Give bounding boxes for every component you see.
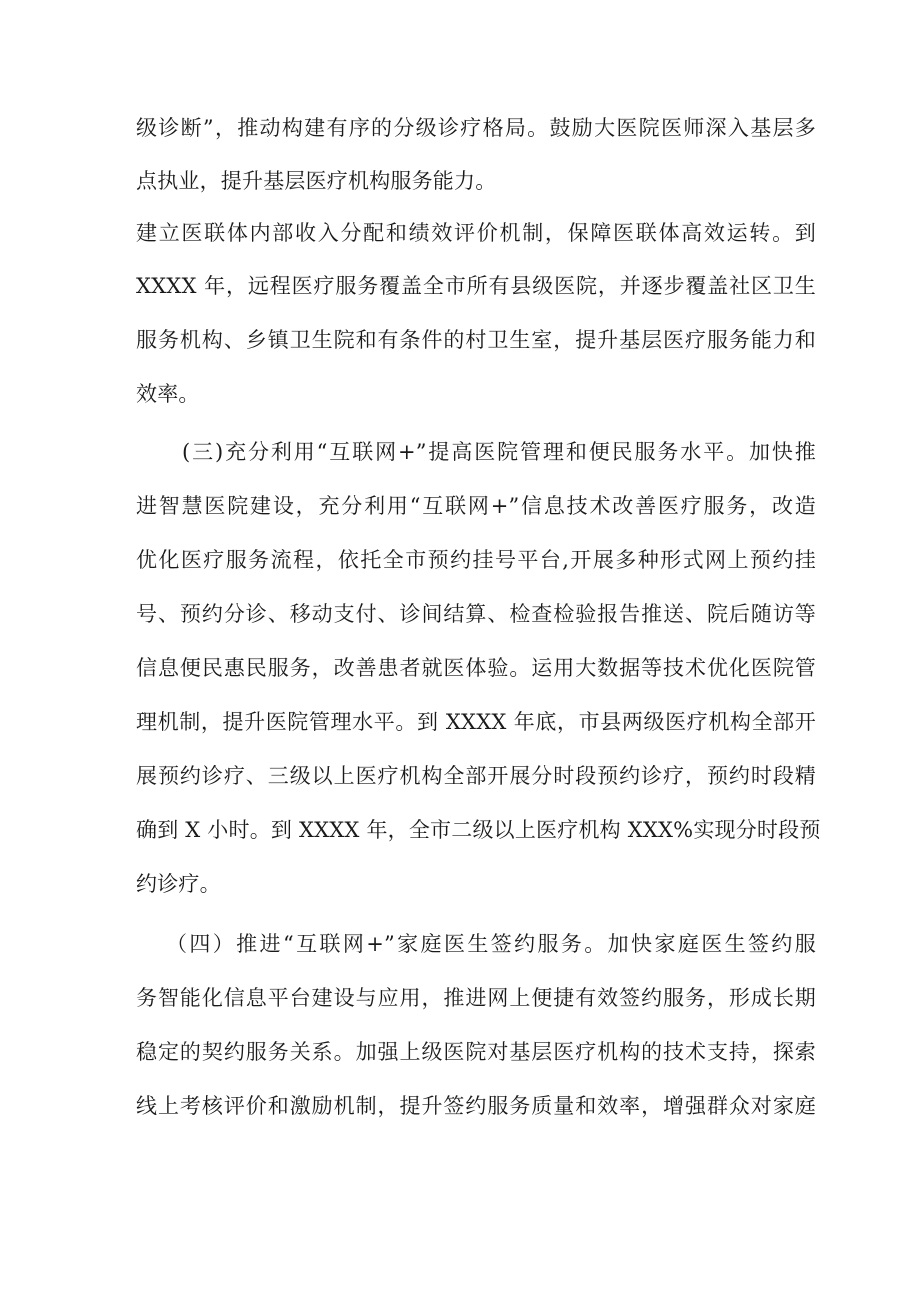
text-line: 服务机构、乡镇卫生院和有条件的村卫生室，提升基层医疗服务能力和 <box>136 328 816 352</box>
text-line: 级诊断”，推动构建有序的分级诊疗格局。鼓励大医院医师深入基层多 <box>136 116 816 140</box>
text-line: 进智慧医院建设，充分利用“互联网+”信息技术改善医疗服务，改造 <box>136 494 816 518</box>
text-line: 号、预约分诊、移动支付、诊间结算、检查检验报告推送、院后随访等 <box>136 602 816 626</box>
text-line: 信息便民惠民服务，改善患者就医体验。运用大数据等技术优化医院管 <box>136 656 816 680</box>
text-line: 约诊疗。 <box>136 872 221 896</box>
text-line: 建立医联体内部收入分配和绩效评价机制，保障医联体高效运转。到 <box>136 221 816 245</box>
text-line: 优化医疗服务流程，依托全市预约挂号平台,开展多种形式网上预约挂 <box>136 548 816 572</box>
text-line: 确到 X 小时。到 XXXX 年，全市二级以上医疗机构 XXX%实现分时段预 <box>136 818 821 842</box>
section-heading-line: (三)充分利用“互联网+”提高医院管理和便民服务水平。加快推 <box>182 440 816 464</box>
section-heading-line: （四）推进“互联网+”家庭医生签约服务。加快家庭医生签约服 <box>166 932 816 956</box>
text-line: 线上考核评价和激励机制，提升签约服务质量和效率，增强群众对家庭 <box>136 1094 816 1118</box>
text-line: 务智能化信息平台建设与应用，推进网上便捷有效签约服务，形成长期 <box>136 986 816 1010</box>
text-line: 理机制，提升医院管理水平。到 XXXX 年底，市县两级医疗机构全部开 <box>136 710 816 734</box>
text-line: 展预约诊疗、三级以上医疗机构全部开展分时段预约诊疗，预约时段精 <box>136 764 816 788</box>
text-line: 稳定的契约服务关系。加强上级医院对基层医疗机构的技术支持，探索 <box>136 1040 816 1064</box>
text-line: XXXX 年，远程医疗服务覆盖全市所有县级医院，并逐步覆盖社区卫生 <box>136 274 816 298</box>
text-line: 点执业，提升基层医疗机构服务能力。 <box>136 169 497 193</box>
text-line: 效率。 <box>136 382 200 406</box>
